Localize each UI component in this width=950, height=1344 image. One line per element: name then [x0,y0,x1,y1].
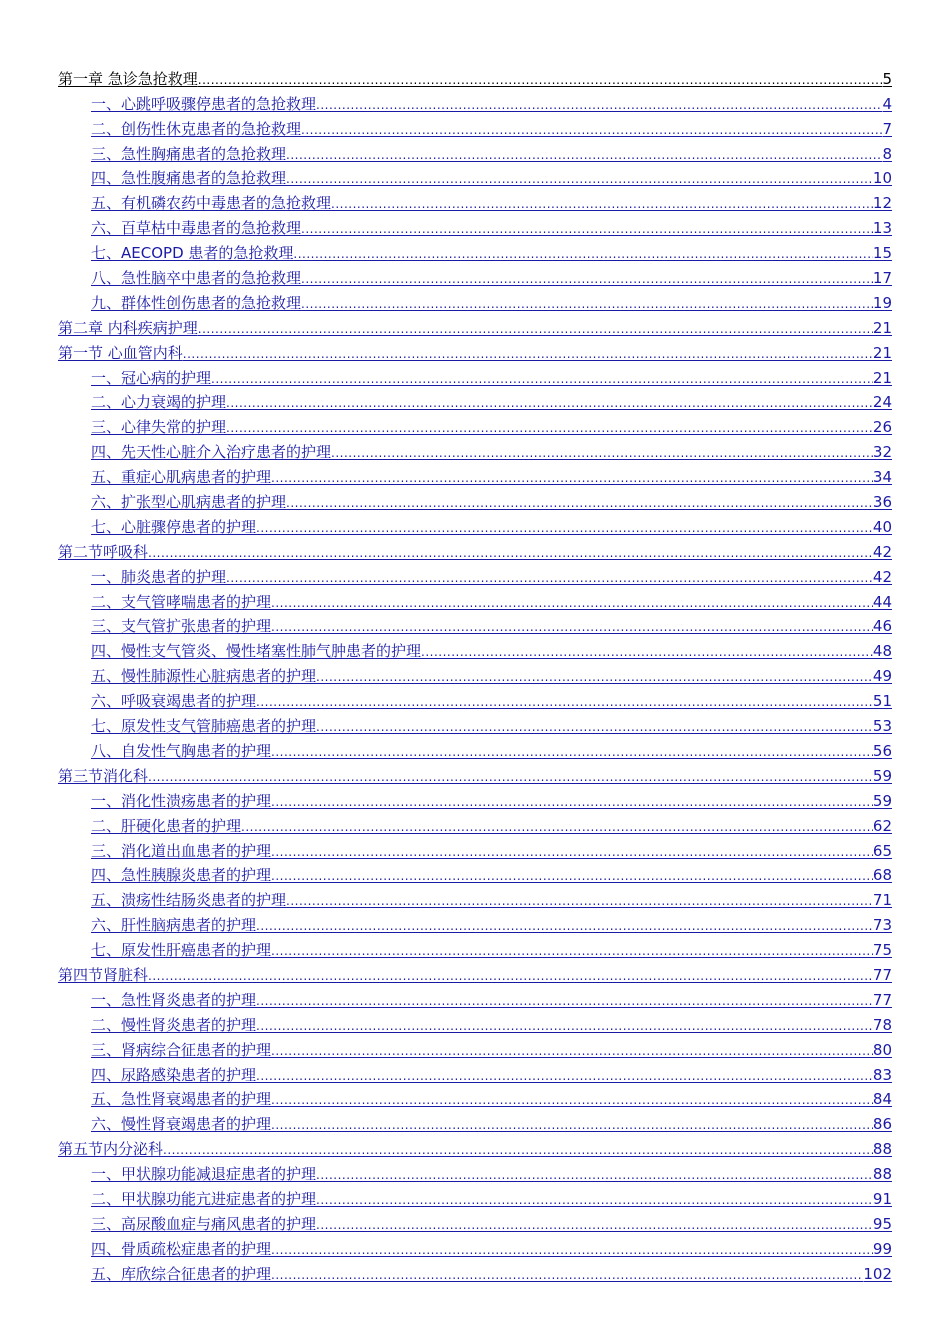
toc-subentry[interactable] [58,437,892,462]
toc-entry-page-number: 59 [872,791,892,810]
toc-entry-title: 一、心跳呼吸骤停患者的急抢救理 [91,94,317,113]
toc-entry-page-number: 8 [882,144,892,163]
toc-subentry[interactable] [58,1085,892,1110]
toc-subentry[interactable] [58,885,892,910]
toc-entry-title: 六、呼吸衰竭患者的护理 [91,692,257,711]
toc-subentry[interactable] [58,1234,892,1259]
toc-dot-leader [286,494,873,512]
toc-dot-leader [316,96,882,114]
toc-subentry[interactable] [58,288,892,313]
toc-entry-title: 三、消化道出血患者的护理 [91,841,272,860]
toc-subentry[interactable] [58,89,892,114]
toc-dot-leader [271,1266,863,1284]
toc-subentry[interactable] [58,188,892,213]
toc-entry-title: 一、肺炎患者的护理 [91,567,227,586]
toc-entry-page-number: 71 [872,891,892,910]
toc-subentry[interactable] [58,786,892,811]
toc-subentry[interactable] [58,935,892,960]
toc-entry-title: 二、创伤性休克患者的急抢救理 [91,119,302,138]
toc-dot-leader [421,643,873,661]
toc-entry-page-number: 73 [872,916,892,935]
toc-heading-entry[interactable] [58,537,892,562]
toc-entry-page-number: 77 [872,990,892,1009]
toc-subentry[interactable] [58,114,892,139]
toc-dot-leader [256,1067,873,1085]
toc-entry-title: 七、原发性支气管肺癌患者的护理 [91,717,317,736]
toc-entry-page-number: 34 [872,468,892,487]
toc-dot-leader [148,544,873,562]
toc-entry-title: 二、心力衰竭的护理 [91,393,227,412]
toc-entry-page-number: 75 [872,941,892,960]
toc-dot-leader [271,942,873,960]
toc-entry-page-number: 88 [872,1140,892,1159]
toc-dot-leader [226,569,873,587]
toc-dot-leader [198,320,873,338]
toc-dot-leader [316,1216,873,1234]
toc-subentry[interactable] [58,661,892,686]
toc-subentry[interactable] [58,1010,892,1035]
toc-entry-page-number: 42 [872,567,892,586]
toc-entry-title: 四、急性胰腺炎患者的护理 [91,866,272,885]
toc-dot-leader [316,1166,873,1184]
toc-dot-leader [256,693,873,711]
toc-entry-page-number: 88 [872,1165,892,1184]
toc-entry-title: 六、肝性脑病患者的护理 [91,916,257,935]
toc-dot-leader [316,1191,873,1209]
toc-subentry[interactable] [58,1259,892,1284]
toc-entry-title: 三、心律失常的护理 [91,418,227,437]
toc-dot-leader [286,892,873,910]
toc-entry-title: 四、急性腹痛患者的急抢救理 [91,169,287,188]
toc-dot-leader [271,793,873,811]
toc-subentry[interactable] [58,985,892,1010]
toc-dot-leader [256,917,873,935]
toc-subentry[interactable] [58,1109,892,1134]
toc-entry-title: 五、急性肾衰竭患者的护理 [91,1090,272,1109]
toc-dot-leader [148,768,873,786]
toc-entry-page-number: 49 [872,667,892,686]
toc-dot-leader [183,345,873,363]
toc-entry-page-number: 40 [872,517,892,536]
toc-entry-title: 四、慢性支气管炎、慢性堵塞性肺气肿患者的护理 [91,642,422,661]
toc-dot-leader [331,444,873,462]
toc-subentry[interactable] [58,363,892,388]
toc-entry-title: 九、群体性创伤患者的急抢救理 [91,293,302,312]
toc-entry-page-number: 36 [872,493,892,512]
toc-subentry[interactable] [58,462,892,487]
toc-entry-title: 一、甲状腺功能减退症患者的护理 [91,1165,317,1184]
toc-entry-page-number: 19 [872,293,892,312]
toc-entry-title: 六、百草枯中毒患者的急抢救理 [91,219,302,238]
toc-entry-title: 五、有机磷农药中毒患者的急抢救理 [91,194,332,213]
toc-subentry[interactable] [58,263,892,288]
toc-subentry[interactable] [58,861,892,886]
toc-entry-title: 第一节 心血管内科 [58,343,183,362]
toc-entry-title: 五、慢性肺源性心脏病患者的护理 [91,667,317,686]
toc-heading-entry[interactable] [58,338,892,363]
toc-dot-leader [316,668,873,686]
toc-heading-entry[interactable] [58,313,892,338]
toc-dot-leader [331,195,873,213]
toc-entry-page-number: 44 [872,592,892,611]
toc-subentry[interactable] [58,238,892,263]
toc-entry-title: 八、急性脑卒中患者的急抢救理 [91,269,302,288]
toc-subentry[interactable] [58,388,892,413]
toc-entry-title: 五、溃疡性结肠炎患者的护理 [91,891,287,910]
toc-entry-page-number: 99 [872,1239,892,1258]
toc-subentry[interactable] [58,562,892,587]
toc-dot-leader [271,867,873,885]
toc-entry-page-number: 24 [872,393,892,412]
toc-entry-title: 六、慢性肾衰竭患者的护理 [91,1115,272,1134]
toc-entry-title: 四、尿路感染患者的护理 [91,1065,257,1084]
toc-entry-page-number: 26 [872,418,892,437]
toc-entry-title: 七、心脏骤停患者的护理 [91,517,257,536]
toc-subentry[interactable] [58,811,892,836]
toc-heading-entry[interactable] [58,761,892,786]
toc-entry-page-number: 80 [872,1040,892,1059]
toc-entry-title: 二、支气管哮喘患者的护理 [91,592,272,611]
toc-entry-title: 第四节肾脏科 [58,965,149,984]
toc-entry-page-number: 59 [872,766,892,785]
toc-dot-leader [256,992,873,1010]
toc-subentry[interactable] [58,1184,892,1209]
toc-subentry[interactable] [58,711,892,736]
toc-dot-leader [286,170,873,188]
toc-subentry[interactable] [58,512,892,537]
toc-entry-page-number: 56 [872,741,892,760]
toc-subentry[interactable] [58,1159,892,1184]
toc-subentry[interactable] [58,686,892,711]
toc-subentry[interactable] [58,736,892,761]
toc-subentry[interactable] [58,836,892,861]
toc-dot-leader [271,1116,873,1134]
table-of-contents [58,64,892,1284]
toc-entry-title: 四、骨质疏松症患者的护理 [91,1239,272,1258]
toc-subentry[interactable] [58,910,892,935]
toc-subentry[interactable] [58,1209,892,1234]
toc-entry-title: 第一章 急诊急抢救理 [58,69,198,88]
toc-entry-page-number: 65 [872,841,892,860]
toc-dot-leader [271,843,873,861]
toc-subentry[interactable] [58,487,892,512]
toc-dot-leader [241,818,873,836]
toc-entry-title: 二、慢性肾炎患者的护理 [91,1015,257,1034]
toc-entry-page-number: 51 [872,692,892,711]
toc-subentry[interactable] [58,164,892,189]
toc-dot-leader [301,295,873,313]
toc-entry-title: 三、支气管扩张患者的护理 [91,617,272,636]
toc-entry-page-number: 102 [863,1264,892,1283]
toc-entry-page-number: 48 [872,642,892,661]
toc-entry-title: 一、消化性溃疡患者的护理 [91,791,272,810]
toc-dot-leader [256,519,873,537]
toc-dot-leader [301,220,873,238]
toc-subentry[interactable] [58,1035,892,1060]
toc-entry-title: 第五节内分泌科 [58,1140,164,1159]
toc-dot-leader [301,270,873,288]
toc-entry-title: 五、重症心肌病患者的护理 [91,468,272,487]
toc-entry-page-number: 68 [872,866,892,885]
toc-dot-leader [293,245,873,263]
toc-entry-page-number: 46 [872,617,892,636]
toc-entry-title: 四、先天性心脏介入治疗患者的护理 [91,443,332,462]
toc-entry-title: 二、甲状腺功能亢进症患者的护理 [91,1189,317,1208]
toc-dot-leader [256,1017,873,1035]
toc-dot-leader [271,1241,873,1259]
toc-subentry[interactable] [58,1060,892,1085]
toc-subentry[interactable] [58,412,892,437]
toc-dot-leader [148,967,873,985]
toc-entry-page-number: 5 [882,69,892,88]
toc-entry-title: 五、库欣综合征患者的护理 [91,1264,272,1283]
toc-entry-title: 第二节呼吸科 [58,542,149,561]
toc-dot-leader [198,71,883,89]
toc-dot-leader [211,370,873,388]
toc-dot-leader [286,146,882,164]
toc-entry-title: 三、急性胸痛患者的急抢救理 [91,144,287,163]
toc-entry-title: 三、肾病综合征患者的护理 [91,1040,272,1059]
toc-dot-leader [271,1042,873,1060]
toc-entry-page-number: 21 [872,368,892,387]
toc-dot-leader [271,469,873,487]
toc-entry-title: 第二章 内科疾病护理 [58,318,198,337]
toc-entry-page-number: 62 [872,816,892,835]
toc-dot-leader [271,594,873,612]
toc-entry-page-number: 13 [872,219,892,238]
toc-entry-page-number: 84 [872,1090,892,1109]
toc-subentry[interactable] [58,612,892,637]
toc-subentry[interactable] [58,213,892,238]
toc-entry-page-number: 83 [872,1065,892,1084]
toc-entry-page-number: 15 [872,244,892,263]
toc-entry-page-number: 32 [872,443,892,462]
toc-entry-title: 二、肝硬化患者的护理 [91,816,242,835]
toc-subentry[interactable] [58,139,892,164]
toc-entry-title: 一、急性肾炎患者的护理 [91,990,257,1009]
toc-entry-page-number: 91 [872,1189,892,1208]
toc-subentry[interactable] [58,636,892,661]
toc-entry-page-number: 77 [872,965,892,984]
toc-dot-leader [316,718,873,736]
toc-heading-entry[interactable] [58,64,892,89]
toc-dot-leader [163,1141,873,1159]
toc-entry-title: 三、高尿酸血症与痛风患者的护理 [91,1214,317,1233]
toc-entry-page-number: 4 [882,94,892,113]
toc-entry-page-number: 7 [882,119,892,138]
toc-entry-page-number: 21 [872,343,892,362]
toc-entry-page-number: 17 [872,269,892,288]
toc-entry-title: 第三节消化科 [58,766,149,785]
toc-dot-leader [271,743,873,761]
toc-entry-title: 八、自发性气胸患者的护理 [91,741,272,760]
toc-entry-page-number: 78 [872,1015,892,1034]
toc-subentry[interactable] [58,587,892,612]
toc-entry-title: 六、扩张型心肌病患者的护理 [91,493,287,512]
toc-dot-leader [301,121,882,139]
toc-dot-leader [271,618,873,636]
toc-dot-leader [226,394,873,412]
toc-entry-page-number: 86 [872,1115,892,1134]
toc-heading-entry[interactable] [58,1134,892,1159]
toc-heading-entry[interactable] [58,960,892,985]
toc-entry-page-number: 12 [872,194,892,213]
toc-entry-title: 七、原发性肝癌患者的护理 [91,941,272,960]
toc-entry-title: 七、AECOPD 患者的急抢救理 [91,244,294,263]
toc-entry-page-number: 10 [872,169,892,188]
toc-entry-title: 一、冠心病的护理 [91,368,212,387]
toc-entry-page-number: 53 [872,717,892,736]
toc-entry-page-number: 95 [872,1214,892,1233]
toc-dot-leader [271,1091,873,1109]
toc-dot-leader [226,419,873,437]
toc-entry-page-number: 21 [872,318,892,337]
toc-entry-page-number: 42 [872,542,892,561]
